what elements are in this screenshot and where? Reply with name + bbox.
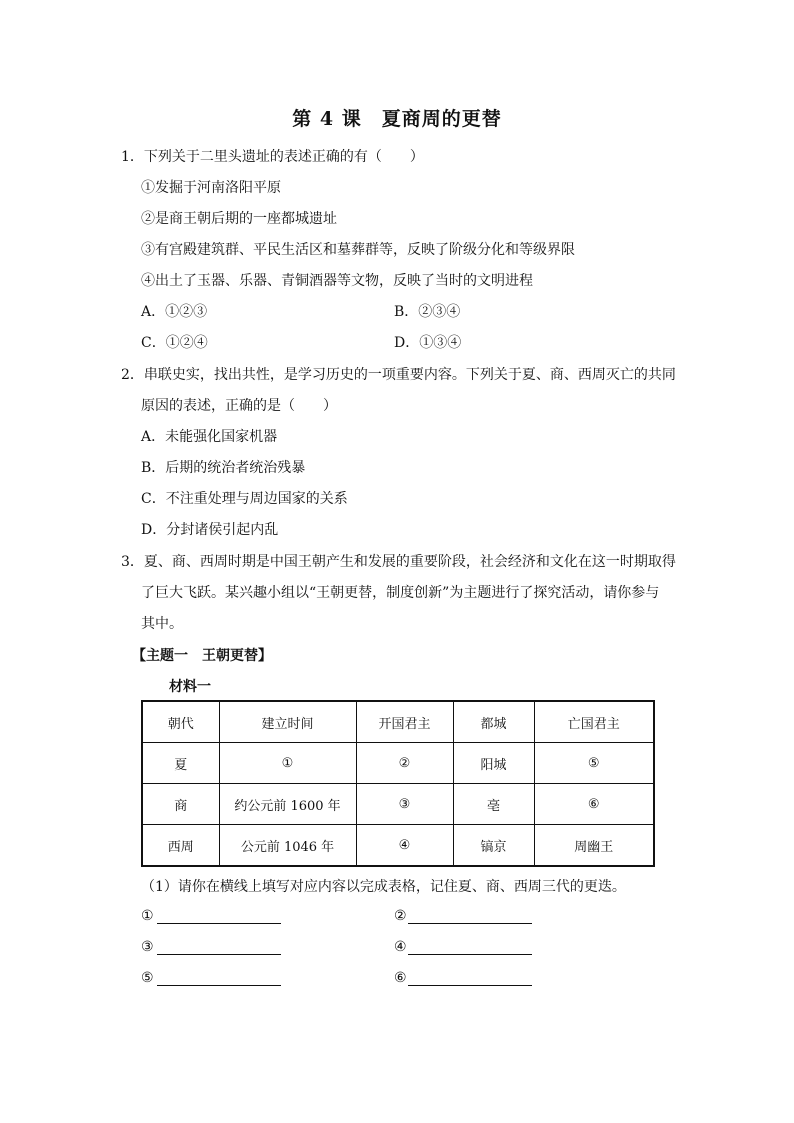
q1-item-3: ③有宫殿建筑群、平民生活区和墓葬群等，反映了阶级分化和等级界限 [141, 242, 575, 258]
q1-stem: 1．下列关于二里头遗址的表述正确的有（ ） [121, 149, 424, 165]
answer-blank-1[interactable] [157, 923, 281, 924]
q1-item-2: ②是商王朝后期的一座都城遗址 [141, 211, 337, 227]
q1-option-c[interactable]: C．①②④ [141, 335, 208, 351]
q1-option-a[interactable]: A．①②③ [141, 304, 208, 320]
q3-stem-line2: 了巨大飞跃。某兴趣小组以“王朝更替，制度创新”为主题进行了探究活动，请你参与 [141, 585, 660, 601]
blank-label: ③ [141, 939, 154, 955]
table-row [142, 743, 654, 784]
dynasty-table [141, 700, 655, 867]
table-header-cell: 建立时间 [219, 701, 356, 743]
q2-option-c[interactable]: C．不注重处理与周边国家的关系 [141, 491, 348, 507]
table-header-row [142, 701, 654, 743]
blank-label: ⑥ [394, 970, 407, 986]
blank-label: ② [394, 908, 407, 924]
table-row [142, 825, 654, 867]
q3-stem-line1: 3．夏、商、西周时期是中国王朝产生和发展的重要阶段，社会经济和文化在这一时期取得 [121, 554, 676, 570]
table-header-cell: 朝代 [142, 701, 219, 743]
table-cell: 约公元前 1600 年 [219, 784, 356, 825]
table-cell: ③ [356, 784, 453, 825]
q1-item-1: ①发掘于河南洛阳平原 [141, 180, 281, 196]
table-cell: 西周 [142, 825, 219, 867]
blank-label: ⑤ [141, 970, 154, 986]
table-cell: 镐京 [453, 825, 534, 867]
answer-blank-5[interactable] [157, 985, 281, 986]
answer-blank-4[interactable] [408, 954, 532, 955]
q2-option-d[interactable]: D．分封诸侯引起内乱 [141, 522, 279, 538]
table-header-cell: 都城 [453, 701, 534, 743]
q2-stem-line1: 2．串联史实，找出共性，是学习历史的一项重要内容。下列关于夏、商、西周灭亡的共同 [121, 367, 676, 383]
table-cell: 亳 [453, 784, 534, 825]
table-cell: ② [356, 743, 453, 784]
q2-stem-line2: 原因的表述，正确的是（ ） [141, 398, 337, 414]
q1-option-b[interactable]: B．②③④ [394, 304, 461, 320]
q3-sub1-prompt: （1）请你在横线上填写对应内容以完成表格，记住夏、商、西周三代的更迭。 [141, 879, 626, 895]
answer-blank-2[interactable] [408, 923, 532, 924]
table-cell: 夏 [142, 743, 219, 784]
q1-item-4: ④出土了玉器、乐器、青铜酒器等文物，反映了当时的文明进程 [141, 273, 533, 289]
blank-label: ④ [394, 939, 407, 955]
table-header-cell: 亡国君主 [534, 701, 654, 743]
q1-option-d[interactable]: D．①③④ [394, 335, 462, 351]
q3-material-label: 材料一 [169, 679, 211, 695]
q3-theme-heading: 【主题一 王朝更替】 [132, 648, 272, 664]
table-cell: ⑥ [534, 784, 654, 825]
table-cell: 公元前 1046 年 [219, 825, 356, 867]
table-cell: 阳城 [453, 743, 534, 784]
answer-blank-6[interactable] [408, 985, 532, 986]
table-cell: 商 [142, 784, 219, 825]
table-cell: ① [219, 743, 356, 784]
table-row [142, 784, 654, 825]
page-title: 第 4 课 夏商周的更替 [292, 108, 502, 130]
q3-stem-line3: 其中。 [141, 616, 183, 632]
table-cell: ⑤ [534, 743, 654, 784]
table-header-cell: 开国君主 [356, 701, 453, 743]
table-cell: ④ [356, 825, 453, 867]
table-cell: 周幽王 [534, 825, 654, 867]
q2-option-b[interactable]: B．后期的统治者统治残暴 [141, 460, 306, 476]
blank-label: ① [141, 908, 154, 924]
answer-blank-3[interactable] [157, 954, 281, 955]
q2-option-a[interactable]: A．未能强化国家机器 [141, 429, 278, 445]
